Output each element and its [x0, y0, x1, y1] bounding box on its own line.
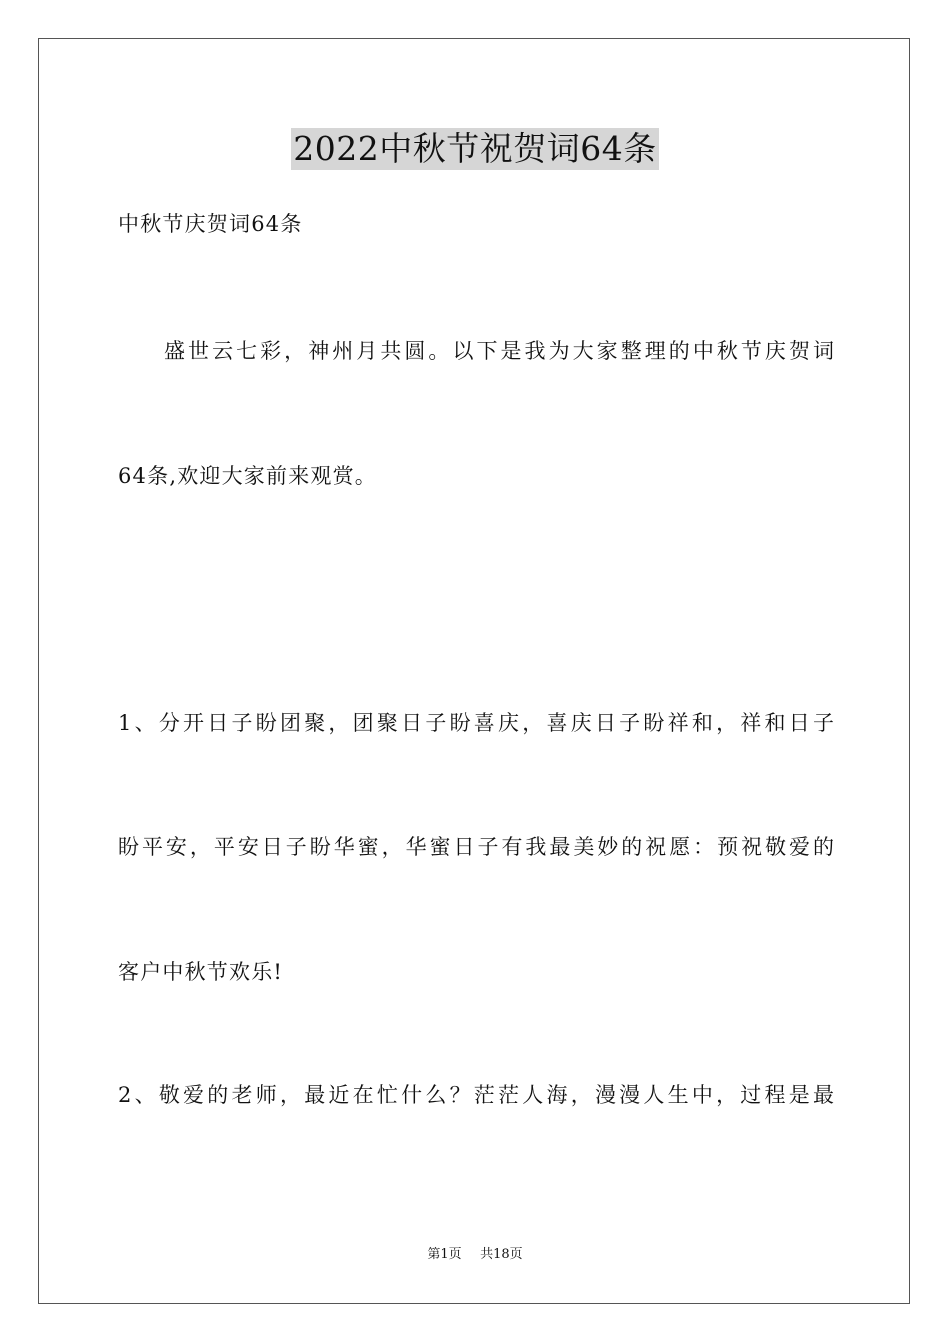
- page-total: 共18页: [480, 1247, 523, 1262]
- intro-line-2: 64条,欢迎大家前来观赏。: [118, 464, 377, 488]
- intro-line-1: 盛世云七彩，神州月共圆。以下是我为大家整理的中秋节庆贺词: [164, 339, 834, 363]
- page-footer: [0, 1246, 950, 1264]
- page-number: 第1页: [427, 1247, 462, 1262]
- greeting-1-line-1: 1、分开日子盼团聚，团聚日子盼喜庆，喜庆日子盼祥和，祥和日子: [118, 711, 834, 735]
- title-container: [0, 128, 950, 170]
- greeting-1-line-2: 盼平安，平安日子盼华蜜，华蜜日子有我最美妙的祝愿：预祝敬爱的: [118, 835, 834, 859]
- greeting-1-line-3: 客户中秋节欢乐!: [118, 960, 284, 984]
- document-subtitle: 中秋节庆贺词64条: [118, 212, 303, 236]
- greeting-2-line-1: 2、敬爱的老师，最近在忙什么？茫茫人海，漫漫人生中，过程是最: [118, 1083, 834, 1107]
- document-title: 2022中秋节祝贺词64条: [293, 129, 657, 168]
